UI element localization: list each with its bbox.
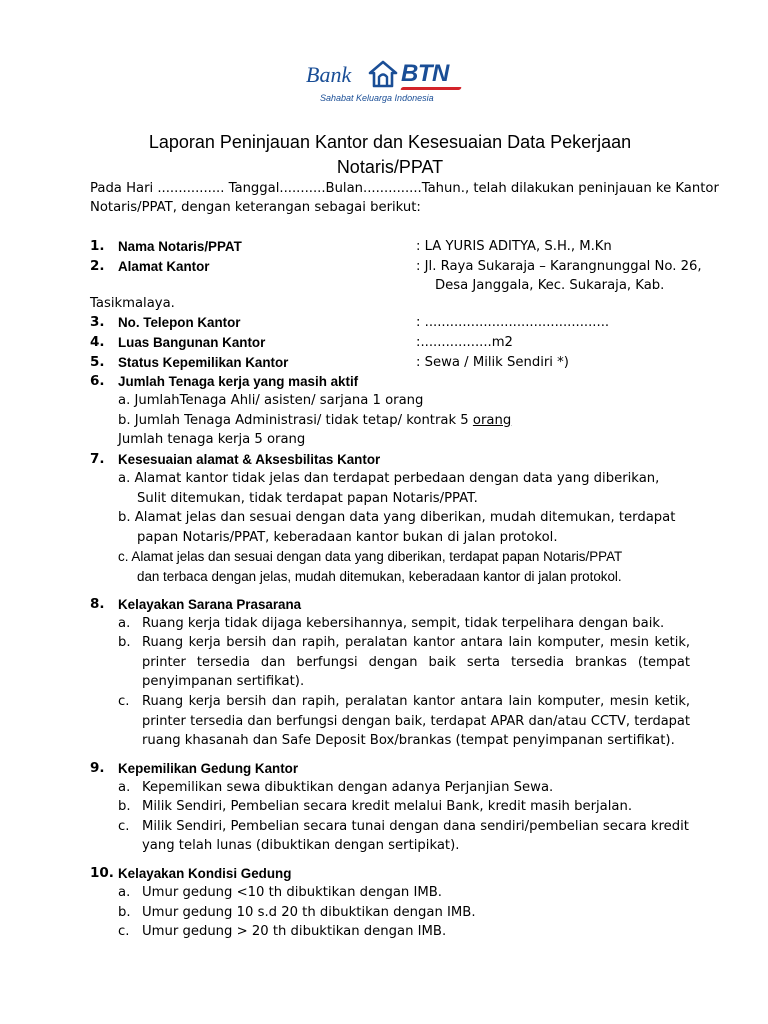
section-6-item-b-underlined: orang <box>472 413 512 428</box>
section-7-item-b-line2: papan Notaris/PPAT, keberadaan kantor bukan di jalan protokol. <box>137 530 558 545</box>
section-8-number: 8. <box>90 596 105 612</box>
field-1-label: Nama Notaris/PPAT <box>118 239 242 254</box>
section-6-item-b-text: b. Jumlah Tenaga Administrasi/ tidak tetap/ kontrak 5 <box>118 413 473 428</box>
section-6-title: Jumlah Tenaga kerja yang masih aktif <box>118 374 359 389</box>
section-7-title: Kesesuaian alamat & Aksesbilitas Kantor <box>118 452 381 467</box>
section-7-item-a-line2: Sulit ditemukan, tidak terdapat papan Notaris/PPAT. <box>137 491 478 506</box>
section-10-item-b: Umur gedung 10 s.d 20 th dibuktikan dengan IMB. <box>142 905 476 920</box>
section-6-item-a: a. JumlahTenaga Ahli/ asisten/ sarjana 1 orang <box>118 393 424 408</box>
section-7-item-a-line1: a. Alamat kantor tidak jelas dan terdapat perbedaan dengan data yang diberikan, <box>118 471 660 486</box>
section-7-item-b-line1: b. Alamat jelas dan sesuai dengan data yang diberikan, mudah ditemukan, terdapat <box>118 510 676 525</box>
section-10-number: 10. <box>90 865 114 881</box>
section-7-item-c-line2: dan terbaca dengan jelas, mudah ditemukan, keberadaan kantor di jalan protokol. <box>137 569 622 584</box>
section-9-item-a: Kepemilikan sewa dibuktikan dengan adanya Perjanjian Sewa. <box>142 780 554 795</box>
section-10-item-c: Umur gedung > 20 th dibuktikan dengan IMB. <box>142 924 447 939</box>
section-9-item-b: Milik Sendiri, Pembelian secara kredit melalui Bank, kredit masih berjalan. <box>142 799 633 814</box>
section-10-item-b-marker: b. <box>118 905 131 920</box>
house-icon <box>368 60 398 88</box>
field-2-value-line2: Desa Janggala, Kec. Sukaraja, Kab. <box>435 278 665 293</box>
field-1-number: 1. <box>90 238 105 254</box>
section-8-item-c-line3: ruang khasanah dan Safe Deposit Box/brankas (tempat penyimpanan sertifikat). <box>142 733 675 748</box>
field-5-number: 5. <box>90 354 105 370</box>
section-8-item-b-line3: penyimpanan sertifikat). <box>142 674 305 689</box>
field-2-label: Alamat Kantor <box>118 259 210 274</box>
logo-tagline: Sahabat Keluarga Indonesia <box>320 93 434 103</box>
field-3-value: : ............................................ <box>416 315 610 330</box>
bank-btn-logo <box>305 58 465 108</box>
section-8-item-c-line1: Ruang kerja bersih dan rapih, peralatan kantor antara lain komputer, mesin ketik, <box>142 694 690 709</box>
section-9-item-b-marker: b. <box>118 799 131 814</box>
section-9-item-a-marker: a. <box>118 780 131 795</box>
section-9-item-c-marker: c. <box>118 819 130 834</box>
intro-line2: Notaris/PPAT, dengan keterangan sebagai berikut: <box>90 200 421 215</box>
section-9-item-c-line1: Milik Sendiri, Pembelian secara tunai dengan dana sendiri/pembelian secara kredit <box>142 819 689 834</box>
intro-line1: Pada Hari ................ Tanggal...........Bulan..............Tahun., telah dilakukan peninjauan ke Kantor <box>90 181 719 196</box>
field-4-number: 4. <box>90 334 105 350</box>
field-5-label: Status Kepemilikan Kantor <box>118 355 289 370</box>
field-2-value-line3: Tasikmalaya. <box>90 296 175 311</box>
logo-btn-text: BTN <box>401 60 449 87</box>
section-8-item-b-marker: b. <box>118 635 131 650</box>
section-8-item-b-line2: printer tersedia dan berfungsi dengan baik serta tersedia brankas (tempat <box>142 655 690 670</box>
section-9-number: 9. <box>90 760 105 776</box>
logo-swoosh <box>400 87 462 90</box>
page-title-line1: Laporan Peninjauan Kantor dan Kesesuaian Data Pekerjaan <box>148 132 632 152</box>
field-2-number: 2. <box>90 258 105 274</box>
field-1-value: : LA YURIS ADITYA, S.H., M.Kn <box>416 239 612 254</box>
section-7-number: 7. <box>90 451 105 467</box>
field-4-value: :.................m2 <box>416 335 513 350</box>
section-7-item-c-line1: c. Alamat jelas dan sesuai dengan data yang diberikan, terdapat papan Notaris/PPAT <box>118 549 623 564</box>
section-8-item-c-line2: printer tersedia dan berfungsi dengan baik, terdapat APAR dan/atau CCTV, terdapat <box>142 714 690 729</box>
section-6-number: 6. <box>90 373 105 389</box>
page-title-line2: Notaris/PPAT <box>336 157 444 177</box>
section-9-title: Kepemilikan Gedung Kantor <box>118 761 299 776</box>
section-8-item-b-line1: Ruang kerja bersih dan rapih, peralatan kantor antara lain komputer, mesin ketik, <box>142 635 690 650</box>
field-4-label: Luas Bangunan Kantor <box>118 335 266 350</box>
section-10-item-c-marker: c. <box>118 924 130 939</box>
section-8-item-c-marker: c. <box>118 694 130 709</box>
field-5-value: : Sewa / Milik Sendiri *) <box>416 355 569 370</box>
section-10-title: Kelayakan Kondisi Gedung <box>118 866 292 881</box>
section-6-total: Jumlah tenaga kerja 5 orang <box>118 432 306 447</box>
section-6-item-b <box>118 412 511 430</box>
field-2-value-line1: : Jl. Raya Sukaraja – Karangnunggal No. 26, <box>416 259 702 274</box>
section-8-title: Kelayakan Sarana Prasarana <box>118 597 302 612</box>
section-10-item-a: Umur gedung <10 th dibuktikan dengan IMB. <box>142 885 442 900</box>
field-3-label: No. Telepon Kantor <box>118 315 241 330</box>
field-3-number: 3. <box>90 314 105 330</box>
section-9-item-c-line2: yang telah lunas (dibuktikan dengan sertipikat). <box>142 838 460 853</box>
section-8-item-a: Ruang kerja tidak dijaga kebersihannya, sempit, tidak terpelihara dengan baik. <box>142 616 665 631</box>
section-8-item-a-marker: a. <box>118 616 131 631</box>
section-10-item-a-marker: a. <box>118 885 131 900</box>
logo-bank-text: Bank <box>306 62 352 87</box>
